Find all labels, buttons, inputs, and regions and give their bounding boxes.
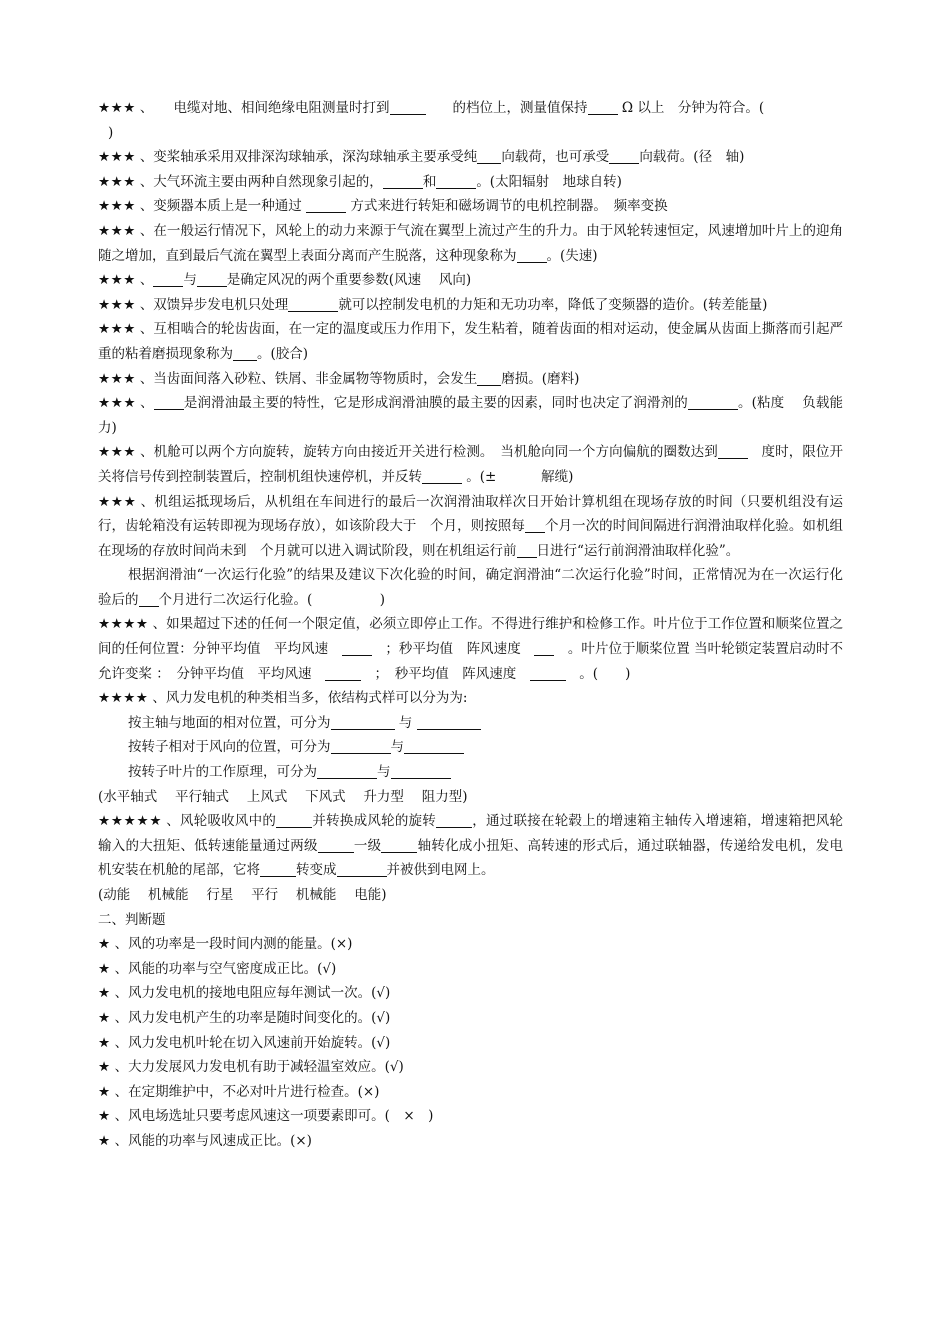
difficulty-stars: ★ [98,936,111,953]
question-text: 方式来进行转矩和磁场调节的电机控制器。 频率变换 [346,198,668,215]
question-text: ) [108,124,114,141]
answer-blank [154,395,184,410]
difficulty-stars: ★ [98,1083,111,1100]
energy-question [98,809,843,883]
judgment-text: 、风力发电机叶轮在切入风速前开始旋转。(√) [114,1034,391,1051]
question-text: 按主轴与地面的相对位置，可分为 [128,714,331,731]
document-page [98,96,843,1154]
question-text: 。( ) [565,665,631,682]
fill-question-2 [98,145,843,170]
question-text: 的档位上，测量值保持 [425,100,588,116]
question-text: 、变桨轴承采用双排深沟球轴承，深沟球轴承主要承受纯 [139,149,478,166]
question-text: 度时，限位开关将信号传到控制装置后，控制机组快速停机，并反转 [98,444,844,485]
question-text: ，通过联接在轮毂上的增速箱主轴传入增速箱，增速箱把风轮输入的大扭矩、低转速能量通过两级 [98,813,844,854]
question-text: 。(胶合) [257,345,309,362]
question-text: 个月一次的时间间隔进行润滑油取样化验。如机组在现场的存放时间尚未到 个月就可以进入调试阶段，则在机组运行前 [98,518,844,559]
section-title-judgment: 二、判断题 [98,911,166,928]
difficulty-stars: ★★★★ [98,690,149,707]
difficulty-stars: ★★★ [98,321,136,338]
answer-blank [422,469,462,484]
difficulty-stars: ★★★ [98,173,136,190]
question-text: 按转子叶片的工作原理，可分为 [128,764,317,781]
question-text: 、如果超过下述的任何一个限定值，必须立即停止工作。不得进行维护和检修工作。叶片位于工作位置和顺桨位置之间的任何位置：分钟平均值 平均风速 [98,616,844,658]
question-text: 。(太阳辐射 地球自转) [476,173,622,190]
question-text: 、 电缆对地、相间绝缘电阻测量时打到 [139,100,390,116]
question-text: 并转换成风轮的旋转 [312,813,437,830]
question-text: 。(± 解缆) [462,468,574,485]
answer-blank [139,592,159,607]
question-text: 一级 [353,837,382,854]
answer-blank [477,149,501,164]
fill-question-5 [98,219,843,268]
difficulty-stars: ★★★ [98,493,137,510]
difficulty-stars: ★★★ [98,272,136,289]
judgment-text: 、风力发电机产生的功率是随时间变化的。(√) [114,1009,391,1026]
judgment-text: 、风能的功率与风速成正比。(×) [114,1132,312,1149]
question-text: 并被供到电网上。 [386,862,495,879]
question-text: 和 [422,173,437,190]
answer-blank [383,174,423,189]
fill-question-1 [98,96,843,145]
question-text: 轴转化成小扭矩、高转速的形式后，通过联轴器，传递给发电机，发电机安装在机舱的尾部，它将 [98,837,844,879]
judgment-item [98,1129,843,1154]
judgment-item [98,1031,843,1056]
judgment-item [98,957,843,982]
judgment-text: 、风力发电机的接地电阻应每年测试一次。(√) [114,985,391,1002]
difficulty-stars: ★★★ [98,100,136,116]
question-text: 是确定风况的两个重要参数(风速 风向) [226,272,472,289]
answer-blank [233,346,257,361]
question-text: 与 [377,764,391,781]
answer-blank [517,248,547,263]
types-line-3 [98,760,843,785]
answer-blank [477,371,501,386]
question-text: 。(粘度 负载能力) [98,395,843,436]
judgment-item [98,1006,843,1031]
judgment-item [98,981,843,1006]
answer-blank [436,813,472,828]
fill-question-4 [98,194,843,219]
types-line-2 [98,735,843,760]
answer-blank [609,149,639,164]
answer-blank [404,739,464,754]
question-text: 与 [183,272,197,289]
fill-question-7 [98,293,843,318]
answer-blank [306,198,346,213]
answer-blank [534,641,554,656]
answer-blank [688,395,738,410]
judgment-item [98,1104,843,1129]
question-text: 就可以控制发电机的力矩和无功功率，降低了变频器的造价。(转差能量) [338,296,768,313]
answer-blank [276,813,312,828]
answer-blank [390,100,426,115]
question-text: 。(失速) [546,247,598,264]
question-text: 、风轮吸收风中的 [166,813,277,830]
answer-blank [318,838,354,853]
judgment-text: 、风的功率是一段时间内测的能量。(×) [114,936,353,953]
fill-question-10 [98,391,843,440]
difficulty-stars: ★★★ [98,444,137,461]
lubrication-paragraph [98,563,843,612]
paragraph-text: 根据润滑油“一次运行化验”的结果及建议下次化验的时间，确定润滑油“二次运行化验”时间，正常情况为在一次运行化验后的 [98,567,843,608]
difficulty-stars: ★ [98,1059,111,1076]
question-text: 、互相啮合的轮齿齿面，在一定的温度或压力作用下，发生粘着，随着齿面的相对运动，使金属从齿面上撕落而引起严重的粘着磨损现象称为 [98,321,843,362]
energy-answer: (动能 机械能 行星 平行 机械能 电能) [98,887,387,903]
question-text: 向载荷，也可承受 [501,149,610,166]
judgment-text: 、大力发展风力发电机有助于减轻温室效应。(√) [114,1059,404,1076]
fill-question-6 [98,268,843,293]
judgment-text: 、在定期维护中，不必对叶片进行检查。(×) [114,1083,380,1100]
limit-question [98,612,843,686]
question-text: 、机舱可以两个方向旋转，旋转方向由接近开关进行检测。 当机舱向同一个方向偏航的圈数达到 [140,444,718,461]
answer-blank [317,764,377,779]
question-text: 、当齿面间落入砂粒、铁屑、非金属物等物质时，会发生 [139,370,478,387]
paragraph-text: 个月进行二次运行化验。( ) [158,591,386,608]
question-text: ；秒平均值 阵风速度 [371,641,535,658]
question-text: 转变成 [296,862,337,879]
question-text: 向载荷。(径 轴) [639,149,745,166]
question-text: 日进行“运行前润滑油取样化验”。 [536,542,740,559]
answer-blank [436,174,476,189]
types-answer: (水平轴式 平行轴式 上风式 下风式 升力型 阻力型) [98,788,468,805]
question-text: Ω 以上 分钟为符合。( [617,100,765,116]
answer-blank [331,715,395,730]
answer-blank [342,641,372,656]
question-text: 按转子相对于风向的位置，可分为 [128,739,331,756]
answer-blank [197,272,227,287]
question-text: 、在一般运行情况下，风轮上的动力来源于气流在翼型上流过产生的升力。由于风轮转速恒定，风速增加叶片上的迎角随之增加，直到最后气流在翼型上表面分离而产生脱落，这种现象称为 [98,222,843,264]
question-text: 、双馈异步发电机只处理 [139,296,289,313]
answer-blank [525,518,545,533]
difficulty-stars: ★★★ [98,296,136,313]
question-text: 、风力发电机的种类相当多，依结构式样可以分为为: [152,690,468,707]
answer-blank [381,838,417,853]
question-text: 、机组运抵现场后，从机组在车间进行的最后一次润滑油取样次日开始计算机组在现场存放的时间（只要机组没有运行，齿轮箱没有运转即视为现场存放），如该阶段大于 个月，则按照每 [98,493,843,535]
fill-question-12 [98,490,843,564]
fill-question-11 [98,440,843,489]
types-line-1 [98,711,843,736]
difficulty-stars: ★★★ [98,149,136,166]
question-text: 磨损。(磨料) [501,370,580,387]
difficulty-stars: ★ [98,1009,111,1026]
judgment-item [98,1055,843,1080]
question-text: 、 [140,395,154,412]
difficulty-stars: ★★★ [98,370,136,387]
answer-blank [517,543,537,558]
difficulty-stars: ★★★★★ [98,813,163,830]
answer-blank [588,100,618,115]
answer-blank [530,666,566,681]
difficulty-stars: ★★★★ [98,616,149,633]
difficulty-stars: ★★★ [98,222,136,239]
answer-blank [417,715,481,730]
answer-blank [153,272,183,287]
fill-question-8 [98,317,843,366]
types-question [98,686,843,711]
judgment-item [98,1080,843,1105]
judgment-text: 、风电场选址只要考虑风速这一项要素即可。( × ) [114,1108,434,1125]
question-text: 是润滑油最主要的特性，它是形成润滑油膜的最主要的因素，同时也决定了润滑剂的 [183,395,688,412]
difficulty-stars: ★ [98,985,111,1002]
difficulty-stars: ★ [98,1108,111,1125]
judgment-item [98,932,843,957]
difficulty-stars: ★★★ [98,395,137,412]
answer-blank [391,764,451,779]
difficulty-stars: ★ [98,1132,111,1149]
difficulty-stars: ★★★ [98,198,136,215]
answer-blank [331,739,391,754]
answer-blank [288,297,338,312]
question-text: 、变频器本质上是一种通过 [139,198,307,215]
question-text: ； 秒平均值 阵风速度 [361,665,530,682]
judgment-text: 、风能的功率与空气密度成正比。(√) [114,960,337,977]
question-text: 、 [139,272,154,289]
fill-question-9 [98,367,843,392]
fill-question-3 [98,170,843,195]
answer-blank [325,666,361,681]
difficulty-stars: ★ [98,1034,111,1051]
question-text: 与 [390,739,404,756]
question-text: 、大气环流主要由两种自然现象引起的， [139,173,383,190]
answer-blank [718,444,748,459]
answer-blank [260,862,296,877]
difficulty-stars: ★ [98,960,111,977]
question-text: 。叶片位于顺桨位置 当叶轮锁定装置启动时不允许变桨 ： 分钟平均值 平均风速 [98,641,844,682]
question-text: 与 [394,714,417,731]
answer-blank [337,862,387,877]
